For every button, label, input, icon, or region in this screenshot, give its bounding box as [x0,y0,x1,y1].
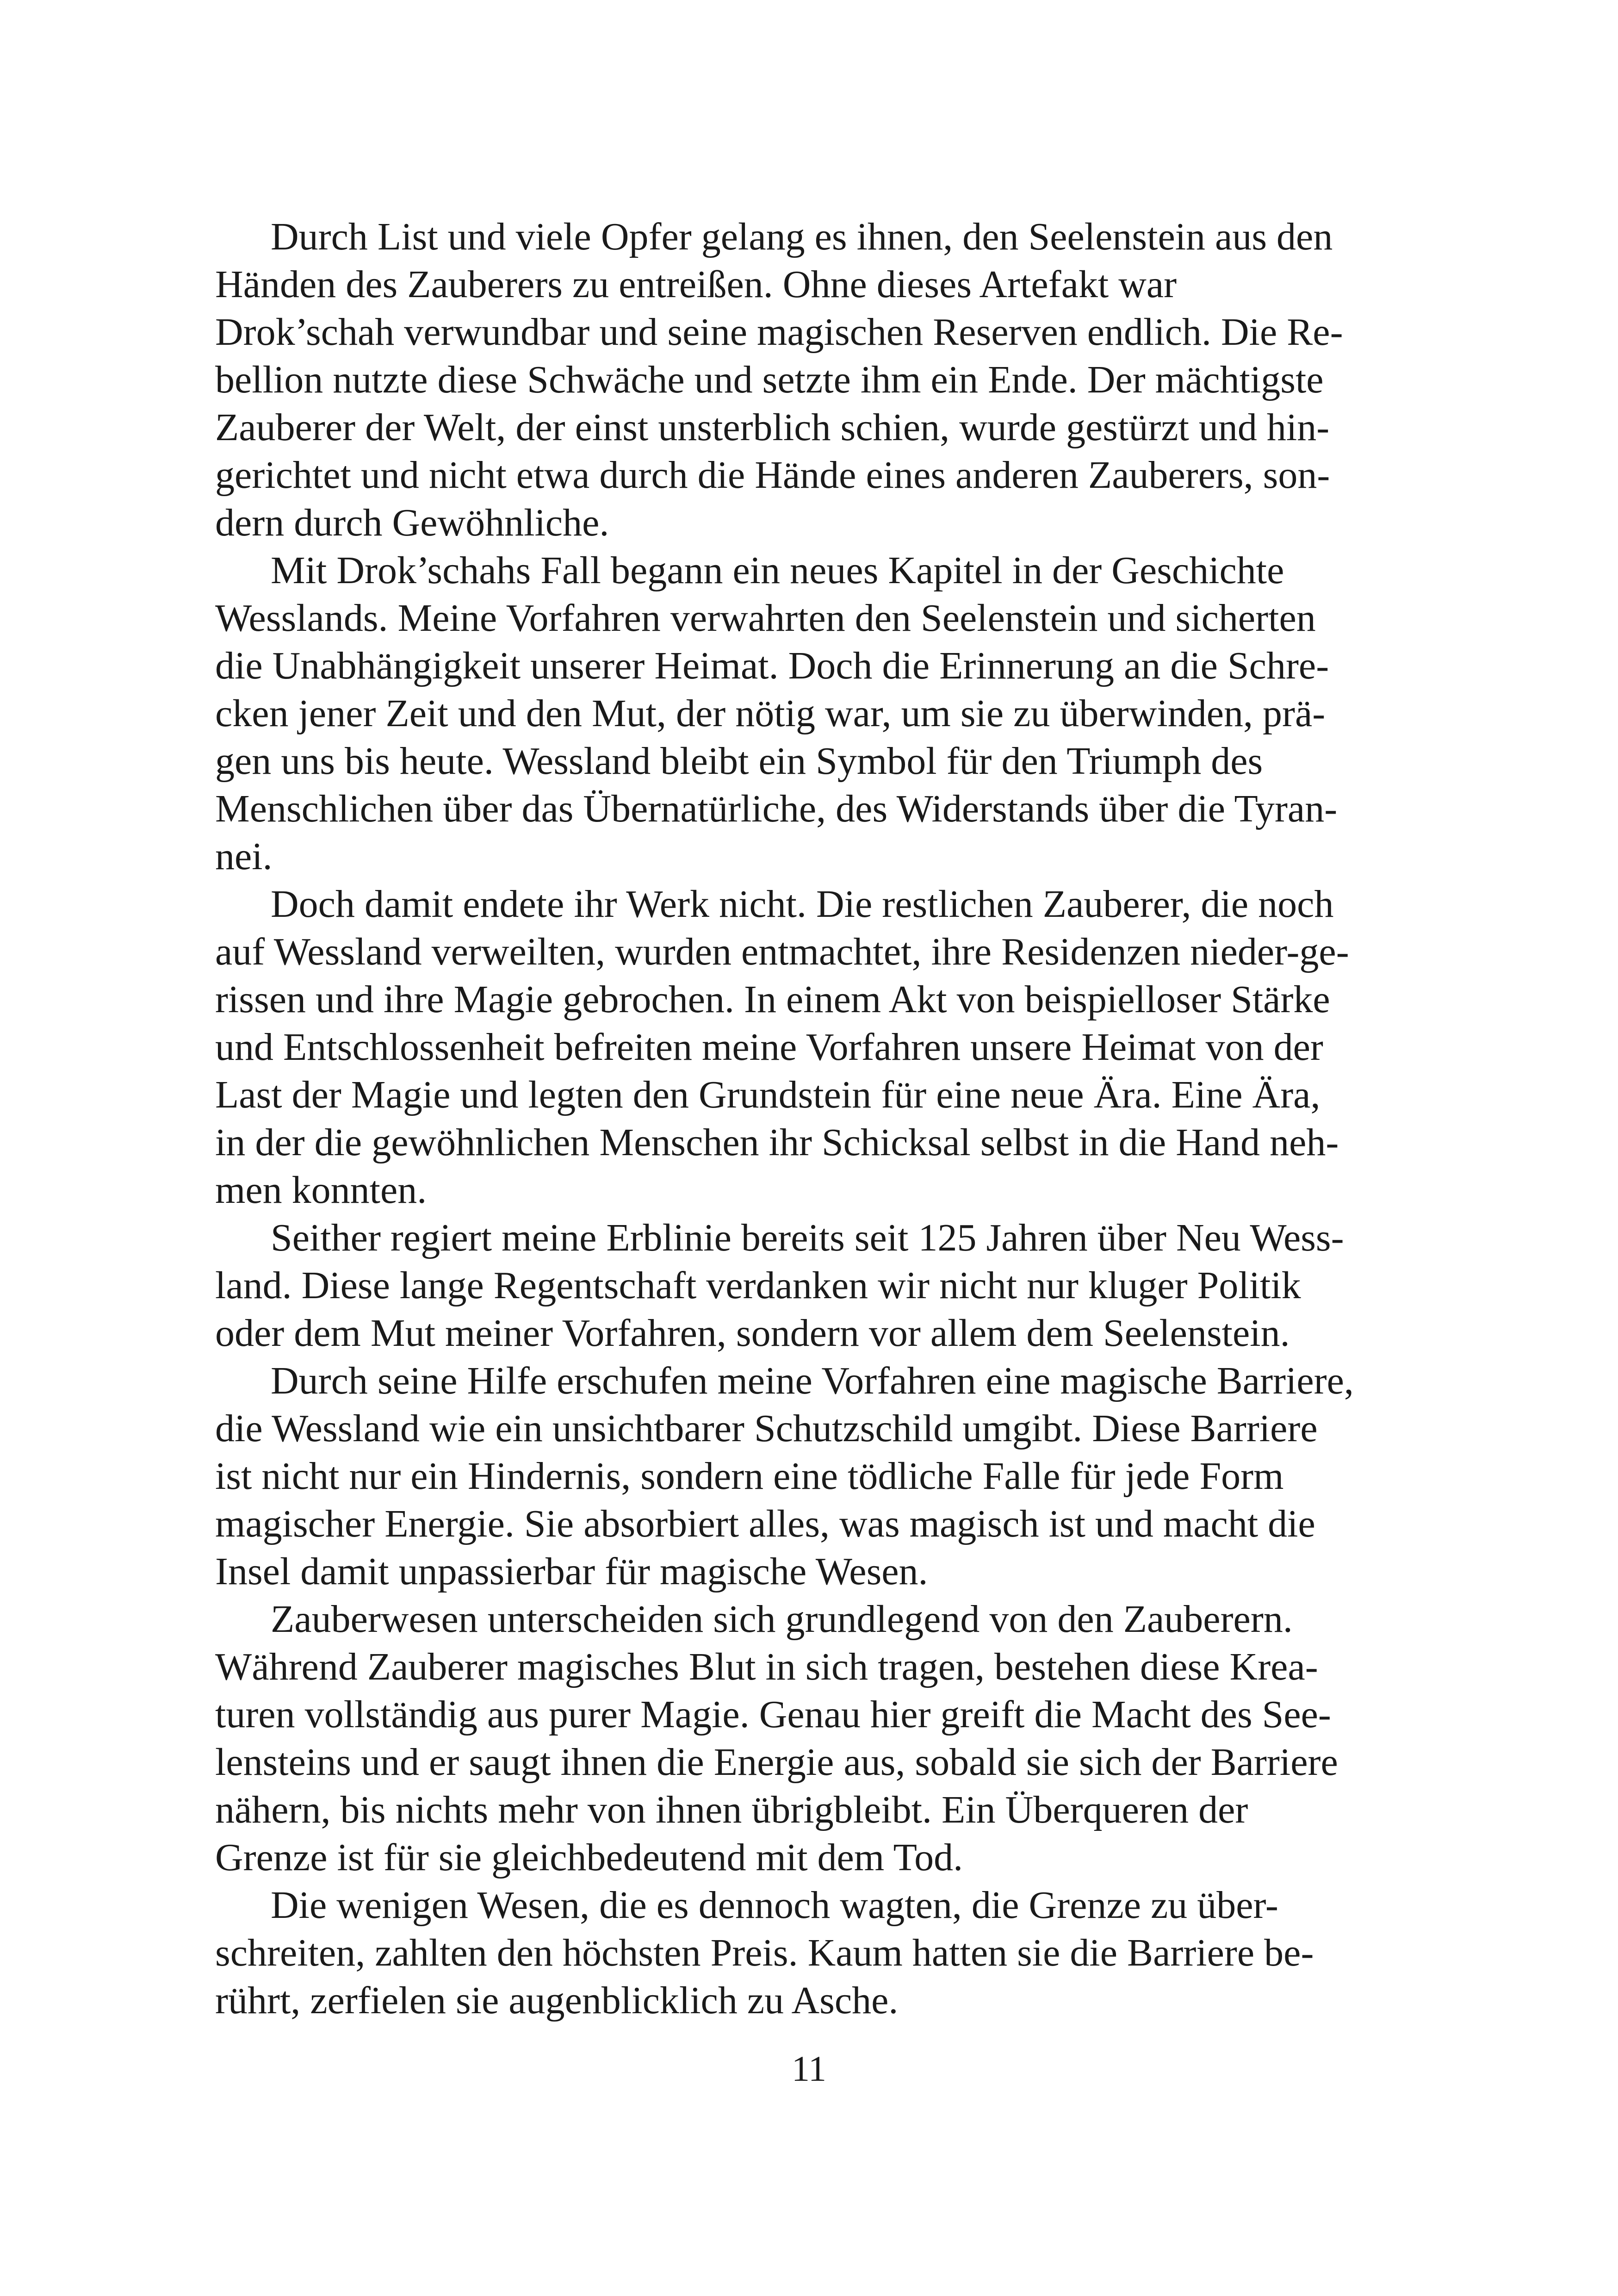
text-line: gen uns bis heute. Wessland bleibt ein Symbol für den Triumph des [215,740,1263,783]
text-line: Insel damit unpassierbar für magische Wesen. [215,1550,928,1593]
text-line: Durch seine Hilfe erschufen meine Vorfahren eine magische Barriere, [271,1359,1354,1402]
text-line: rissen und ihre Magie gebrochen. In einem Akt von beispielloser Stärke [215,978,1330,1021]
body-text [215,213,1404,2024]
page-number: 11 [791,2048,827,2089]
text-line: nei. [215,835,273,878]
text-line: cken jener Zeit und den Mut, der nötig war, um sie zu überwinden, prä- [215,692,1326,735]
text-line: ist nicht nur ein Hindernis, sondern eine tödliche Falle für jede Form [215,1455,1284,1498]
text-line: in der die gewöhnlichen Menschen ihr Schicksal selbst in die Hand neh- [215,1121,1339,1164]
text-line: Mit Drok’schahs Fall begann ein neues Kapitel in der Geschichte [271,549,1284,592]
text-line: Durch List und viele Opfer gelang es ihnen, den Seelenstein aus den [271,215,1333,258]
text-line: Zauberwesen unterscheiden sich grundlegend von den Zauberern. [271,1598,1293,1641]
text-line: bellion nutzte diese Schwäche und setzte ihm ein Ende. Der mächtigste [215,358,1324,401]
text-line: men konnten. [215,1169,427,1212]
text-line: oder dem Mut meiner Vorfahren, sondern vor allem dem Seelenstein. [215,1312,1290,1355]
text-line: lensteins und er saugt ihnen die Energie aus, sobald sie sich der Barriere [215,1741,1338,1784]
text-line: schreiten, zahlten den höchsten Preis. Kaum hatten sie die Barriere be- [215,1931,1314,1974]
text-line: Die wenigen Wesen, die es dennoch wagten, die Grenze zu über- [271,1884,1278,1927]
text-line: auf Wessland verweilten, wurden entmachtet, ihre Residenzen nieder-ge- [215,930,1349,973]
text-line: Seither regiert meine Erblinie bereits seit 125 Jahren über Neu Wess- [271,1216,1344,1259]
text-line: Drok’schah verwundbar und seine magischen Reserven endlich. Die Re- [215,311,1343,354]
text-line: Händen des Zauberers zu entreißen. Ohne dieses Artefakt war [215,263,1177,306]
text-line: und Entschlossenheit befreiten meine Vorfahren unsere Heimat von der [215,1026,1323,1069]
text-line: Zauberer der Welt, der einst unsterblich schien, wurde gestürzt und hin- [215,406,1330,449]
text-line: gerichtet und nicht etwa durch die Hände eines anderen Zauberers, son- [215,454,1330,497]
text-line: Last der Magie und legten den Grundstein für eine neue Ära. Eine Ära, [215,1073,1320,1116]
text-line: dern durch Gewöhnliche. [215,501,609,544]
text-line: Doch damit endete ihr Werk nicht. Die restlichen Zauberer, die noch [271,883,1334,926]
text-line: Grenze ist für sie gleichbedeutend mit dem Tod. [215,1836,963,1879]
text-line: Menschlichen über das Übernatürliche, des Widerstands über die Tyran- [215,787,1338,830]
text-line: magischer Energie. Sie absorbiert alles, was magisch ist und macht die [215,1502,1315,1545]
text-line: rührt, zerfielen sie augenblicklich zu Asche. [215,1979,899,2022]
text-line: land. Diese lange Regentschaft verdanken wir nicht nur kluger Politik [215,1264,1301,1307]
text-line: Wesslands. Meine Vorfahren verwahrten den Seelenstein und sicherten [215,597,1316,640]
text-line: nähern, bis nichts mehr von ihnen übrigbleibt. Ein Überqueren der [215,1788,1248,1831]
text-line: die Wessland wie ein unsichtbarer Schutzschild umgibt. Diese Barriere [215,1407,1318,1450]
text-line: Während Zauberer magisches Blut in sich tragen, bestehen diese Krea- [215,1645,1318,1688]
text-line: turen vollständig aus purer Magie. Genau hier greift die Macht des See- [215,1693,1331,1736]
text-line: die Unabhängigkeit unserer Heimat. Doch die Erinnerung an die Schre- [215,644,1329,687]
